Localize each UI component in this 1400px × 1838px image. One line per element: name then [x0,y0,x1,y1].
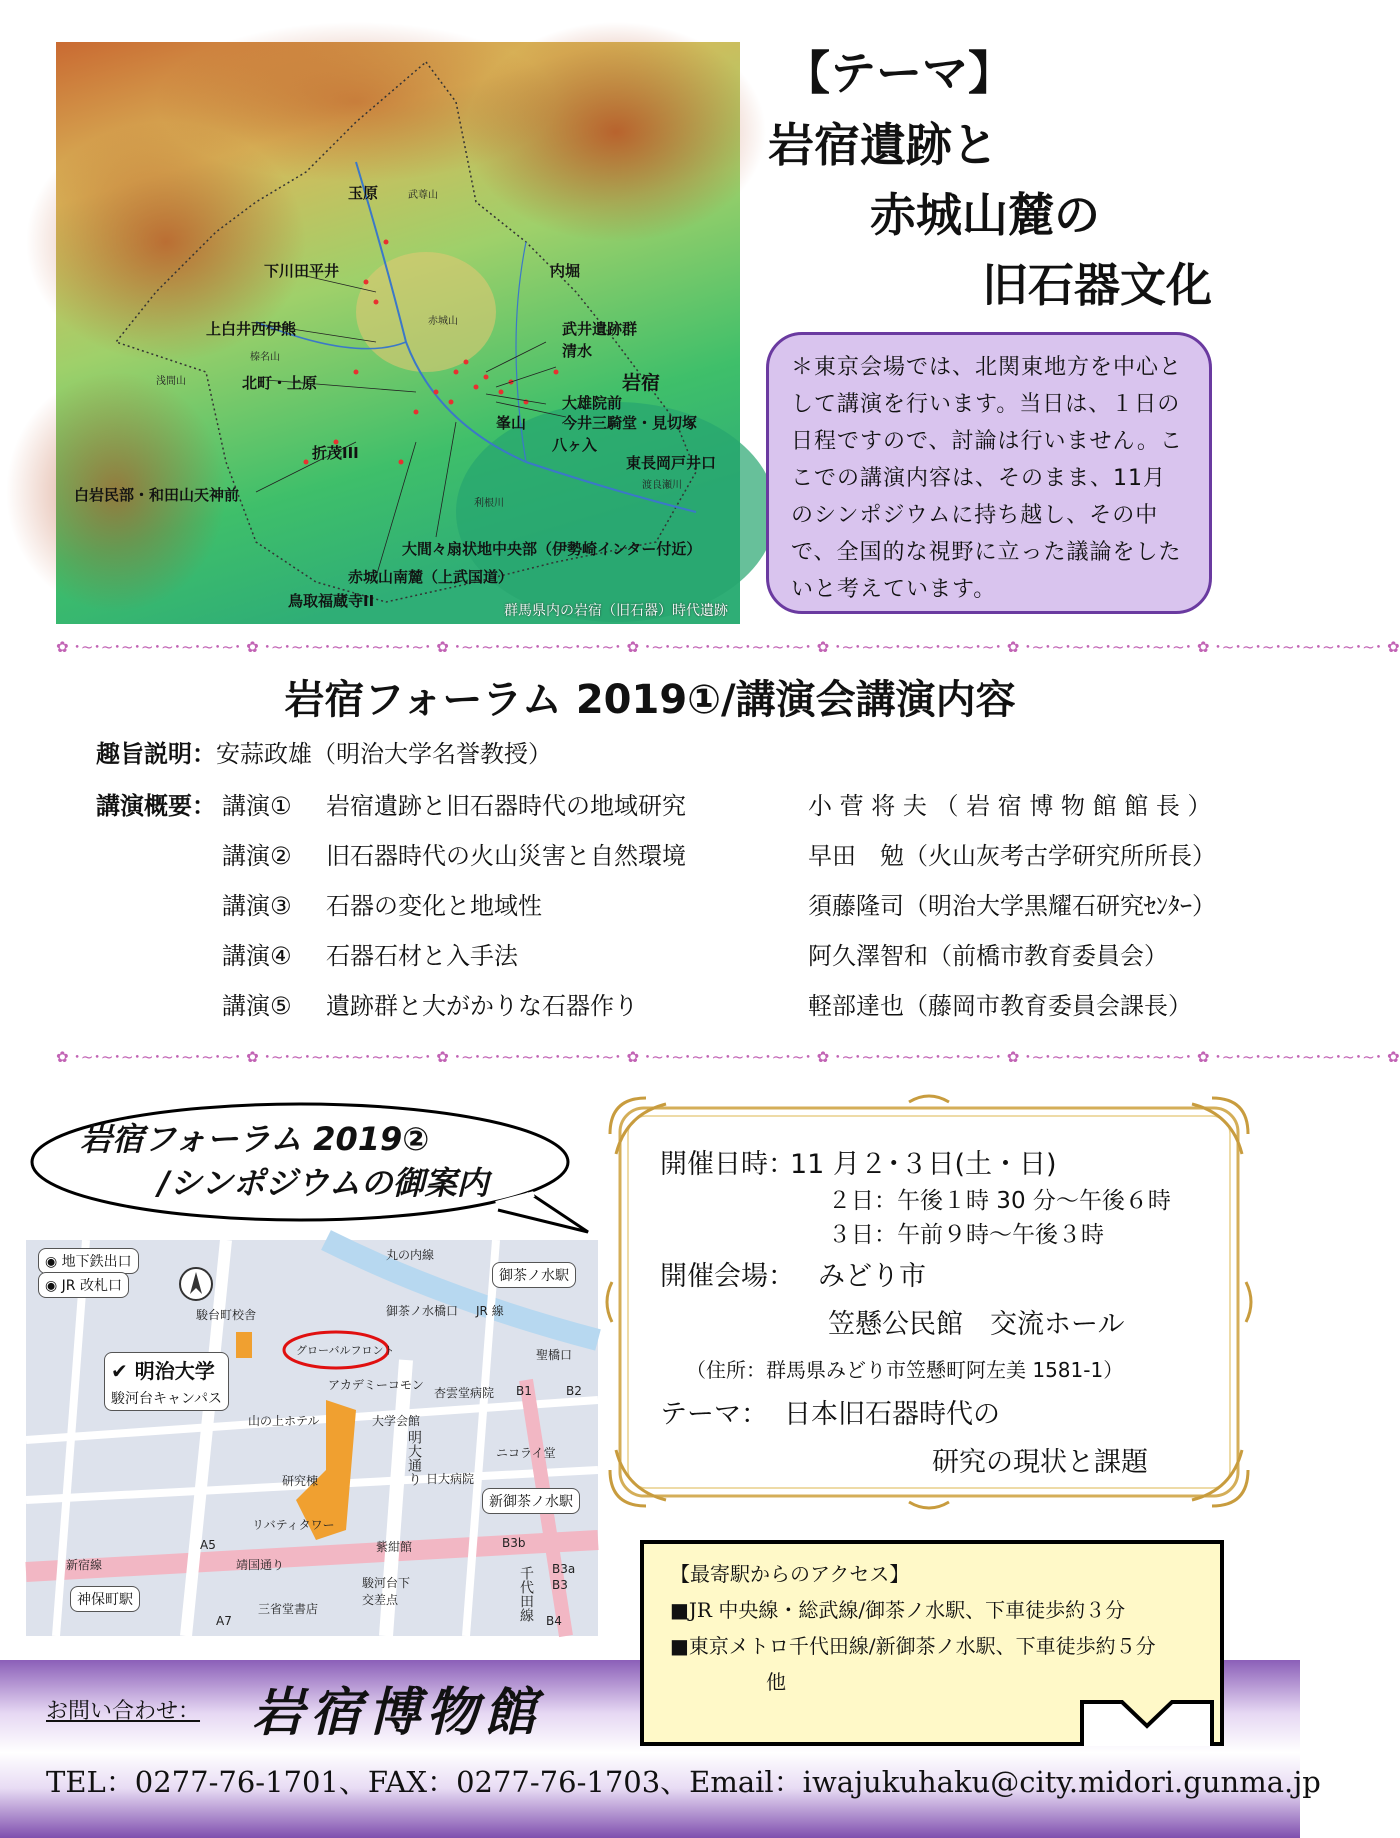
map2-liberty: リバティタワー [252,1518,335,1532]
map2-daigaku-kaikan: 大学会館 [372,1414,421,1428]
map2-academy-common: アカデミーコモン [328,1378,424,1392]
map-label-shimokawada: 下川田平井 [264,262,340,280]
map-label-tamahara: 玉原 [348,184,379,202]
map2-shiko: 紫紺館 [376,1540,413,1554]
university-logo-icon: ✔ [111,1359,128,1383]
event-day3: ３日：午前９時～午後３時 [828,1222,1104,1248]
terrain-map [56,42,740,624]
map-label-tonegawa: 利根川 [474,498,504,509]
access-metro: ■東京メトロ千代田線/新御茶ノ水駅、下車徒歩約５分 [670,1634,1156,1658]
map-label-imai: 今井三騎堂・見切塚 [562,414,698,432]
map2-b1: B1 [516,1384,532,1398]
map2-a7: A7 [216,1614,232,1628]
purpose-label: 趣旨説明： [96,740,216,768]
event-venue-value: みどり市 [818,1261,926,1292]
map-label-omama: 大間々扇状地中央部（伊勢崎インター付近） [402,540,702,558]
lecture-3-title: 石器の変化と地域性 [326,892,542,920]
overview-label: 講演概要： [96,792,216,820]
event-day2: ２日：午後１時 30 分～午後６時 [828,1188,1171,1214]
access-heading: 【最寄駅からのアクセス】 [670,1562,910,1586]
map-label-watarasegawa: 渡良瀬川 [642,480,682,491]
access-jr: ■JR 中央線・総武線/御茶ノ水駅、下車徒歩約３分 [670,1598,1126,1622]
university-label: ✔ 明治大学 駿河台キャンパス [104,1352,229,1411]
lecture-5-title: 遺跡群と大がかりな石器作り [326,992,638,1020]
map-label-asamayama: 浅間山 [156,376,186,387]
map2-meidai-dori: 明大通り [406,1430,422,1486]
lecture-5-num: 講演⑤ [222,992,292,1020]
map-label-iwajuku: 岩宿 [622,372,661,394]
lecture-3-speaker: 須藤隆司（明治大学黒耀石研究ｾﾝﾀｰ） [808,892,1216,920]
forum2-speech-bubble [28,1100,588,1250]
event-address: （住所：群馬県みどり市笠懸町阿左美 1581-1） [686,1358,1124,1382]
map-label-orimo: 折茂III [312,444,359,462]
lecture-4-title: 石器石材と入手法 [326,942,518,970]
purpose-value: 安蒜政雄（明治大学名誉教授） [216,740,552,768]
map2-marunouchi: 丸の内線 [386,1248,435,1262]
event-info-frame [606,1094,1252,1510]
map-label-kitamachi: 北町・上原 [242,374,318,392]
legend-subway: ◉ 地下鉄出口 [38,1248,139,1274]
map2-global-front: グローバルフロント [296,1344,395,1357]
map2-a5: A5 [200,1538,216,1552]
lecture-3-num: 講演③ [222,892,292,920]
map2-nikolai: ニコライ堂 [496,1446,556,1460]
map-label-harunasan: 榛名山 [250,352,280,363]
event-venue-hall: 笠懸公民館 交流ホール [828,1309,1125,1340]
museum-name: 岩宿博物館 [252,1682,543,1743]
map2-nichidai: 日大病院 [426,1472,475,1486]
subway-exit-icon: ◉ [45,1254,58,1270]
map-label-mineyama: 峯山 [496,414,527,432]
map2-shin-ochanomizu: 新御茶ノ水駅 [482,1488,580,1514]
map2-ochanomizu-bridge: 御茶ノ水橋口 [386,1304,459,1318]
theme-line-2: 赤城山麓の [870,188,1100,242]
map2-b4: B4 [546,1614,562,1628]
map-label-takei: 武井遺跡群 [562,320,638,338]
theme-line-3: 旧石器文化 [982,258,1212,312]
event-theme-label: テーマ： [660,1399,768,1430]
lecture-2-speaker: 早田 勉（火山灰考古学研究所所長） [808,842,1216,870]
event-theme-value-1: 日本旧石器時代の [784,1399,1000,1430]
lecture-4-speaker: 阿久澤智和（前橋市教育委員会） [808,942,1168,970]
map2-shinjuku-line: 新宿線 [66,1558,103,1572]
jr-gate-icon: ◉ [45,1278,58,1294]
tokyo-venue-note: ＊東京会場では、北関東地方を中心として講演を行います。当日は、１日の日程ですので、討論は行いません。ここでの講演内容は、そのまま、11月のシンポジウムに持ち越し、その中で、全国的な視野に立った議論をしたいと考えています。 [766,332,1212,614]
map2-surugadai-school: 駿台町校舎 [196,1308,257,1322]
map2-kyoundo: 杏雲堂病院 [434,1386,495,1400]
map-label-bushusan: 武尊山 [408,190,438,201]
contact-label: お問い合わせ： [46,1699,201,1724]
map2-sanseido: 三省堂書店 [258,1602,319,1616]
map2-hijiribashi: 聖橋口 [536,1348,573,1362]
event-venue-label: 開催会場： [660,1261,795,1292]
floral-divider-bottom: ✿ ･~･~･~･~･~･~･~･~･ ✿ ･~･~･~･~･~･~･~･~･ ✿ ･~･~･~･~･~･~･~･~･ ✿ ･~･~･~･~･~･~･~･~･ ✿ ･~･~･~･~･~･~･~･~･ ✿ ･~･~･~･~･~･~･~･~･ ✿ ･~･~･~･~･~･~･~･~･ ✿ [56,1048,1400,1066]
map-label-shimizu: 清水 [562,342,593,360]
map-label-shiraiwa: 白岩民部・和田山天神前 [74,486,240,504]
event-date-value: 11 月２･３日(土・日) [790,1149,1057,1180]
lecture-2-num: 講演② [222,842,292,870]
event-date-label: 開催日時： [660,1149,795,1180]
access-other: 他 [766,1670,786,1694]
map2-ochanomizu: 御茶ノ水駅 [492,1262,576,1288]
terrain-map-graphic [56,42,740,624]
map2-surugadai-kousaten: 駿河台下交差点 [362,1576,411,1607]
map-label-akaginanroku: 赤城山南麓（上武国道） [348,568,514,586]
map-label-uchibori: 内堀 [550,262,581,280]
event-theme-value-2: 研究の現状と課題 [932,1447,1148,1478]
lecture-4-num: 講演④ [222,942,292,970]
floral-divider-top: ✿ ･~･~･~･~･~･~･~･~･ ✿ ･~･~･~･~･~･~･~･~･ ✿ ･~･~･~･~･~･~･~･~･ ✿ ･~･~･~･~･~･~･~･~･ ✿ ･~･~･~･~･~･~･~･~･ ✿ ･~･~･~･~･~･~･~･~･ ✿ ･~･~･~･~･~･~･~･~･ ✿ [56,638,1400,656]
m-notch-shape [1082,1684,1212,1746]
map-label-hakkairi: 八ヶ入 [552,436,598,454]
map2-jr-line: JR 線 [476,1304,504,1318]
forum2-title-line1: 岩宿フォーラム 2019② [80,1120,430,1158]
lecture-1-title: 岩宿遺跡と旧石器時代の地域研究 [326,792,686,820]
lecture-5-speaker: 軽部達也（藤岡市教育委員会課長） [808,992,1192,1020]
map2-b2: B2 [566,1384,582,1398]
forum1-title: 岩宿フォーラム 2019①/講演会講演内容 [284,677,1016,723]
legend-jr: ◉ JR 改札口 [38,1272,129,1298]
map2-b3: B3 [552,1578,568,1592]
map2-research: 研究棟 [282,1474,319,1488]
map2-chiyoda-line: 千代田線 [518,1566,534,1622]
map-caption: 群馬県内の岩宿（旧石器）時代遺跡 [504,603,728,619]
lecture-1-num: 講演① [222,792,292,820]
map-label-tottori: 鳥取福蔵寺II [288,592,375,610]
forum2-title-line2: /シンポジウムの御案内 [158,1164,489,1202]
map2-yamanoue: 山の上ホテル [248,1414,320,1428]
lecture-1-speaker: 小 菅 将 夫 （ 岩 宿 博 物 館 館 長 ） [808,792,1212,820]
access-map [26,1240,598,1636]
theme-heading: 【テーマ】 [784,46,1014,100]
map-label-higashinagaoka: 東長岡戸井口 [626,454,717,472]
map2-jimbocho: 神保町駅 [70,1586,140,1612]
contact-info: TEL：0277-76-1701、FAX：0277-76-1703、Email：iwajukuhaku@city.midori.gunma.jp [46,1765,1321,1799]
access-info-box [640,1540,1224,1746]
map2-yasukuni: 靖国通り [236,1558,285,1572]
lecture-2-title: 旧石器時代の火山災害と自然環境 [326,842,686,870]
map-label-akagisan: 赤城山 [428,316,458,327]
map2-b3b: B3b [502,1536,526,1550]
purpose-row [96,734,552,769]
map-label-oyuin: 大雄院前 [562,394,623,412]
access-map-graphic [26,1240,598,1636]
map-label-kamishirai: 上白井西伊熊 [206,320,297,338]
theme-line-1: 岩宿遺跡と [768,118,998,172]
map2-b3a: B3a [552,1562,576,1576]
